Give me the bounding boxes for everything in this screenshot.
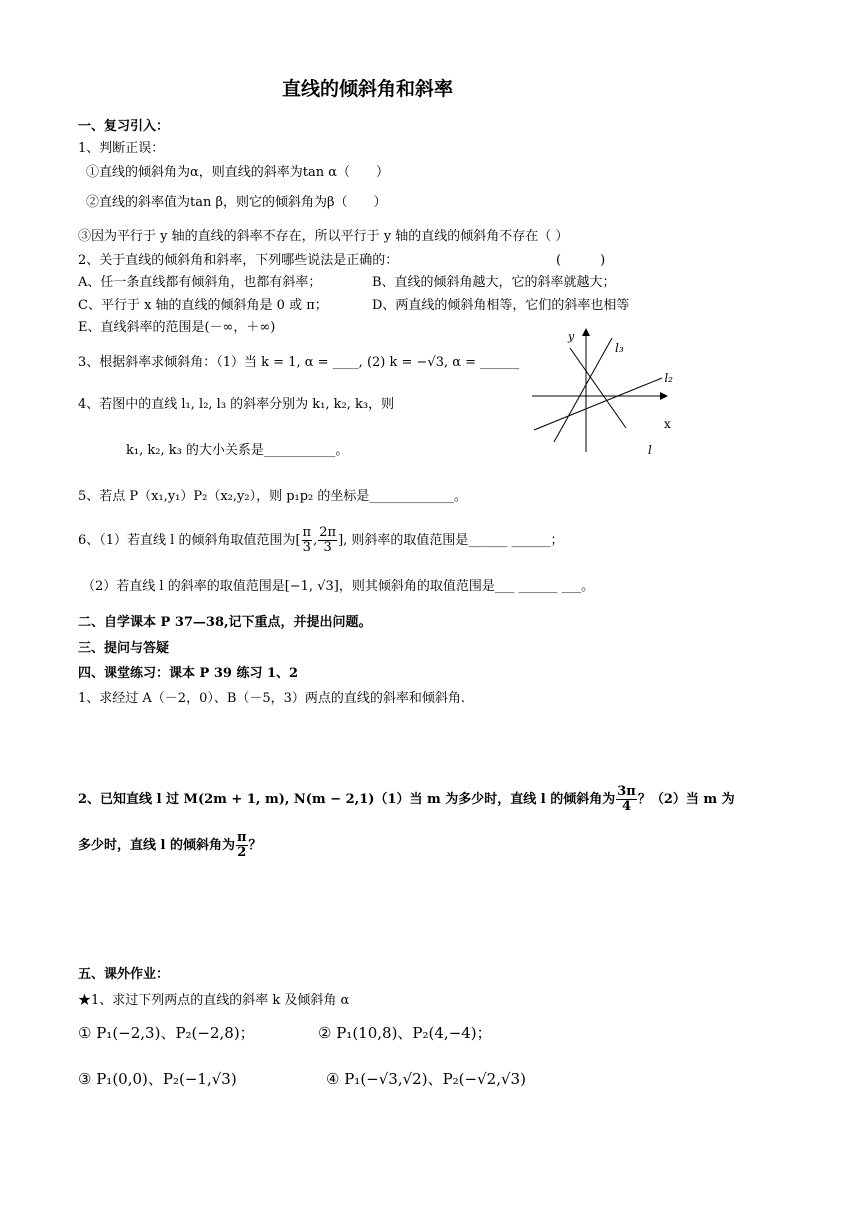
practice-1: 1、求经过 A（－2，0）、B（－5，3）两点的直线的斜率和倾斜角. xyxy=(78,691,466,706)
fraction-numerator: π xyxy=(237,830,247,845)
section-heading-homework: 五、课外作业： xyxy=(78,967,170,982)
figure-label-x: x xyxy=(664,417,671,431)
figure-label-l3: l₃ xyxy=(615,341,624,355)
question-4-blank: k₁, k₂, k₃ 的大小关系是___________。 xyxy=(126,443,349,458)
question-2: 2、关于直线的倾斜角和斜率，下列哪些说法是正确的： xyxy=(78,253,399,268)
question-2-answer-paren: ( ) xyxy=(556,253,606,268)
homework-1c: ③ P₁(0,0)、P₂(−1,√3) xyxy=(78,1070,237,1088)
section-heading-practice: 四、课堂练习：课本 P 39 练习 1、2 xyxy=(78,666,299,681)
practice-2-line1 xyxy=(78,780,735,820)
homework-1a: ① P₁(−2,3)、P₂(−2,8)； xyxy=(78,1024,255,1042)
homework-1b: ② P₁(10,8)、P₂(4,−4)； xyxy=(318,1024,492,1042)
figure-label-y: y xyxy=(568,330,575,343)
practice-2-line2 xyxy=(78,826,262,866)
fraction-denominator: 4 xyxy=(622,799,632,814)
option-e: E、直线斜率的范围是(－∞，＋∞) xyxy=(78,320,276,335)
fraction-pi-over-3 xyxy=(302,526,313,555)
figure-label-l: l xyxy=(648,443,652,457)
section-heading-self-study: 二、自学课本 P 37—38,记下重点，并提出问题。 xyxy=(78,615,372,630)
question-1: 1、判断正误： xyxy=(78,141,165,156)
practice-2-prefix: 2、已知直线 l 过 M(2m + 1, m), N(m − 2,1)（1）当 m 为多少时，直线 l 的倾斜角为 xyxy=(78,792,616,807)
page-title: 直线的倾斜角和斜率 xyxy=(282,78,454,100)
option-a: A、任一条直线都有倾斜角，也都有斜率； xyxy=(78,275,322,290)
figure-label-l2: l₂ xyxy=(664,371,673,385)
option-c: C、平行于 x 轴的直线的倾斜角是 0 或 π； xyxy=(78,298,328,313)
fraction-2pi-over-3 xyxy=(318,526,337,555)
fraction-pi-over-2 xyxy=(236,831,248,860)
option-d: D、两直线的倾斜角相等，它们的斜率也相等 xyxy=(372,298,630,313)
homework-1d: ④ P₁(−√3,√2)、P₂(−√2,√3) xyxy=(326,1070,526,1088)
fraction-denominator: 2 xyxy=(237,845,247,860)
line-l3 xyxy=(570,348,626,428)
question-5: 5、若点 P（x₁,y₁）P₂（x₂,y₂），则 p₁p₂ 的坐标是_____________。 xyxy=(78,489,467,504)
fraction-3pi-over-4 xyxy=(616,785,637,814)
y-axis-arrow-icon xyxy=(582,328,590,336)
question-4: 4、若图中的直线 l₁, l₂, l₃ 的斜率分别为 k₁, k₂, k₃，则 xyxy=(78,397,395,412)
option-b: B、直线的倾斜角越大，它的斜率就越大； xyxy=(372,275,616,290)
slope-lines-figure xyxy=(528,326,678,461)
practice-2-middle: ？（2）当 m 为 xyxy=(637,792,735,807)
fraction-numerator: π xyxy=(302,525,312,540)
practice-2-line2-prefix: 多少时，直线 l 的倾斜角为 xyxy=(78,838,235,853)
x-axis-arrow-icon xyxy=(660,392,668,400)
fraction-denominator: 3 xyxy=(323,540,332,555)
question-1b: ②直线的斜率值为tan β，则它的倾斜角为β（ ） xyxy=(86,195,387,210)
fraction-numerator: 3π xyxy=(617,784,636,799)
practice-2-end: ？ xyxy=(248,838,262,853)
line-l2 xyxy=(534,378,662,430)
homework-1: ★1、求过下列两点的直线的斜率 k 及倾斜角 α xyxy=(78,993,350,1008)
fraction-denominator: 3 xyxy=(302,540,311,555)
question-3: 3、根据斜率求倾斜角：（1）当 k = 1, α = ____, (2) k = −√3, α = ______ xyxy=(78,355,520,370)
question-6a-suffix: ], 则斜率的取值范围是______ ______； xyxy=(338,533,564,548)
section-heading-qa: 三、提问与答疑 xyxy=(78,641,170,656)
line-l1 xyxy=(554,338,612,442)
question-1a: ①直线的倾斜角为α，则直线的斜率为tan α（ ） xyxy=(86,165,390,180)
fraction-numerator: 2π xyxy=(319,525,337,540)
section-heading-review: 一、复习引入： xyxy=(78,119,170,134)
question-1c: ③因为平行于 y 轴的直线的斜率不存在，所以平行于 y 轴的直线的倾斜角不存在（ ） xyxy=(78,229,569,244)
question-6a-prefix: 6、（1）若直线 l 的倾斜角取值范围为[ xyxy=(78,533,301,548)
question-6b: （2）若直线 l 的斜率的取值范围是[−1, √3]，则其倾斜角的取值范围是___ ______ ___。 xyxy=(82,579,595,594)
question-6a: 6、（1）若直线 l 的倾斜角取值范围为[ $\frac{\pi}{3}$ , $\frac{2\pi}{3}$ ], 则斜率的取值范围是______ ______； xyxy=(78,525,564,555)
